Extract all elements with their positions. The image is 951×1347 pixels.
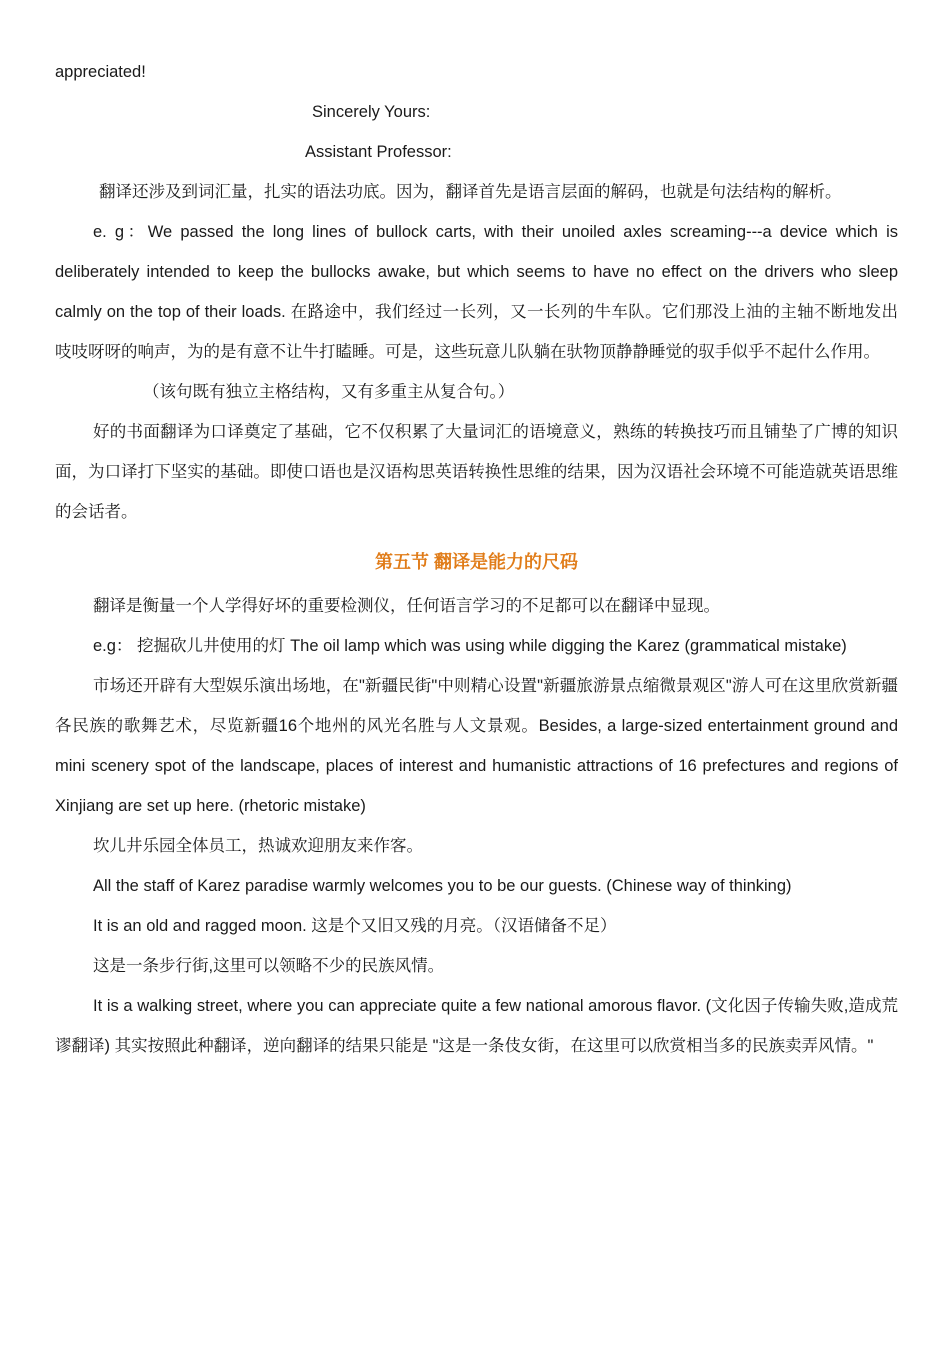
paragraph-market: 市场还开辟有大型娱乐演出场地，在"新疆民街"中则精心设置"新疆旅游景点缩微景观区"游人可在这里欣赏新疆各民族的歌舞艺术，尽览新疆16个地州的风光名胜与人文景观。Besides, a large-sized entertainment ground and mini scenery spot of the landscape, places of interest and humanistic attractions of 16 prefectures and regions of Xinjiang are set up here. (rhetoric mistake) [55,677,898,815]
paragraph-example-1: e. g：We passed the long lines of bullock carts, with their unoiled axles screaming---a device which is deliberately intended to keep the bullocks awake, but which seems to have no effect on the drivers who sleep calmly on the top of their loads. 在路途中，我们经过一长列，又一长列的牛车队。它们那没上油的主轴不断地发出吱吱呀呀的响声，为的是有意不让牛打瞌睡。可是，这些玩意儿队躺在驮物顶静静睡觉的驭手似乎不起什么作用。 [55,223,898,361]
paragraph-street-english: It is a walking street, where you can appreciate quite a few national amorous flavor. (文化因子传输失败,造成荒谬翻译) 其实按照此种翻译，逆向翻译的结果只能是 "这是一条伎女街，在这里可以欣赏相当多的民族卖弄风情。" [55,997,898,1055]
document-page [55,52,898,1066]
paragraph-karez-english: All the staff of Karez paradise warmly welcomes you to be our guests. (Chinese way of thinking) [93,877,792,895]
paragraph-karez-chinese: 坎儿井乐园全体员工，热诚欢迎朋友来作客。 [93,837,423,855]
paragraph-measure: 翻译是衡量一个人学得好坏的重要检测仪，任何语言学习的不足都可以在翻译中显现。 [93,597,720,615]
paragraph-street-chinese: 这是一条步行街,这里可以领略不少的民族风情。 [93,957,445,975]
paragraph-vocabulary: 翻译还涉及到词汇量，扎实的语法功底。因为，翻译首先是语言层面的解码，也就是句法结构的解析。 [99,183,842,201]
paragraph-note: （该句既有独立主格结构，又有多重主从复合句。） [143,383,515,401]
paragraph-example-2: e.g： 挖掘砍儿井使用的灯 The oil lamp which was using while digging the Karez (grammatical mistake) [93,637,847,655]
paragraph-written-translation: 好的书面翻译为口译奠定了基础，它不仅积累了大量词汇的语境意义，熟练的转换技巧而且铺垫了广博的知识面，为口译打下坚实的基础。即使口语也是汉语构思英语转换性思维的结果，因为汉语社会环境不可能造就英语思维的会话者。 [55,423,898,521]
paragraph-moon: It is an old and ragged moon. 这是个又旧又残的月亮。（汉语储备不足） [93,917,617,935]
signature-line-sincerely: Sincerely Yours: [312,103,431,121]
signature-line-title: Assistant Professor: [305,143,452,161]
paragraph-appreciated: appreciated! [55,63,146,81]
section-heading: 第五节 翻译是能力的尺码 [375,552,578,572]
